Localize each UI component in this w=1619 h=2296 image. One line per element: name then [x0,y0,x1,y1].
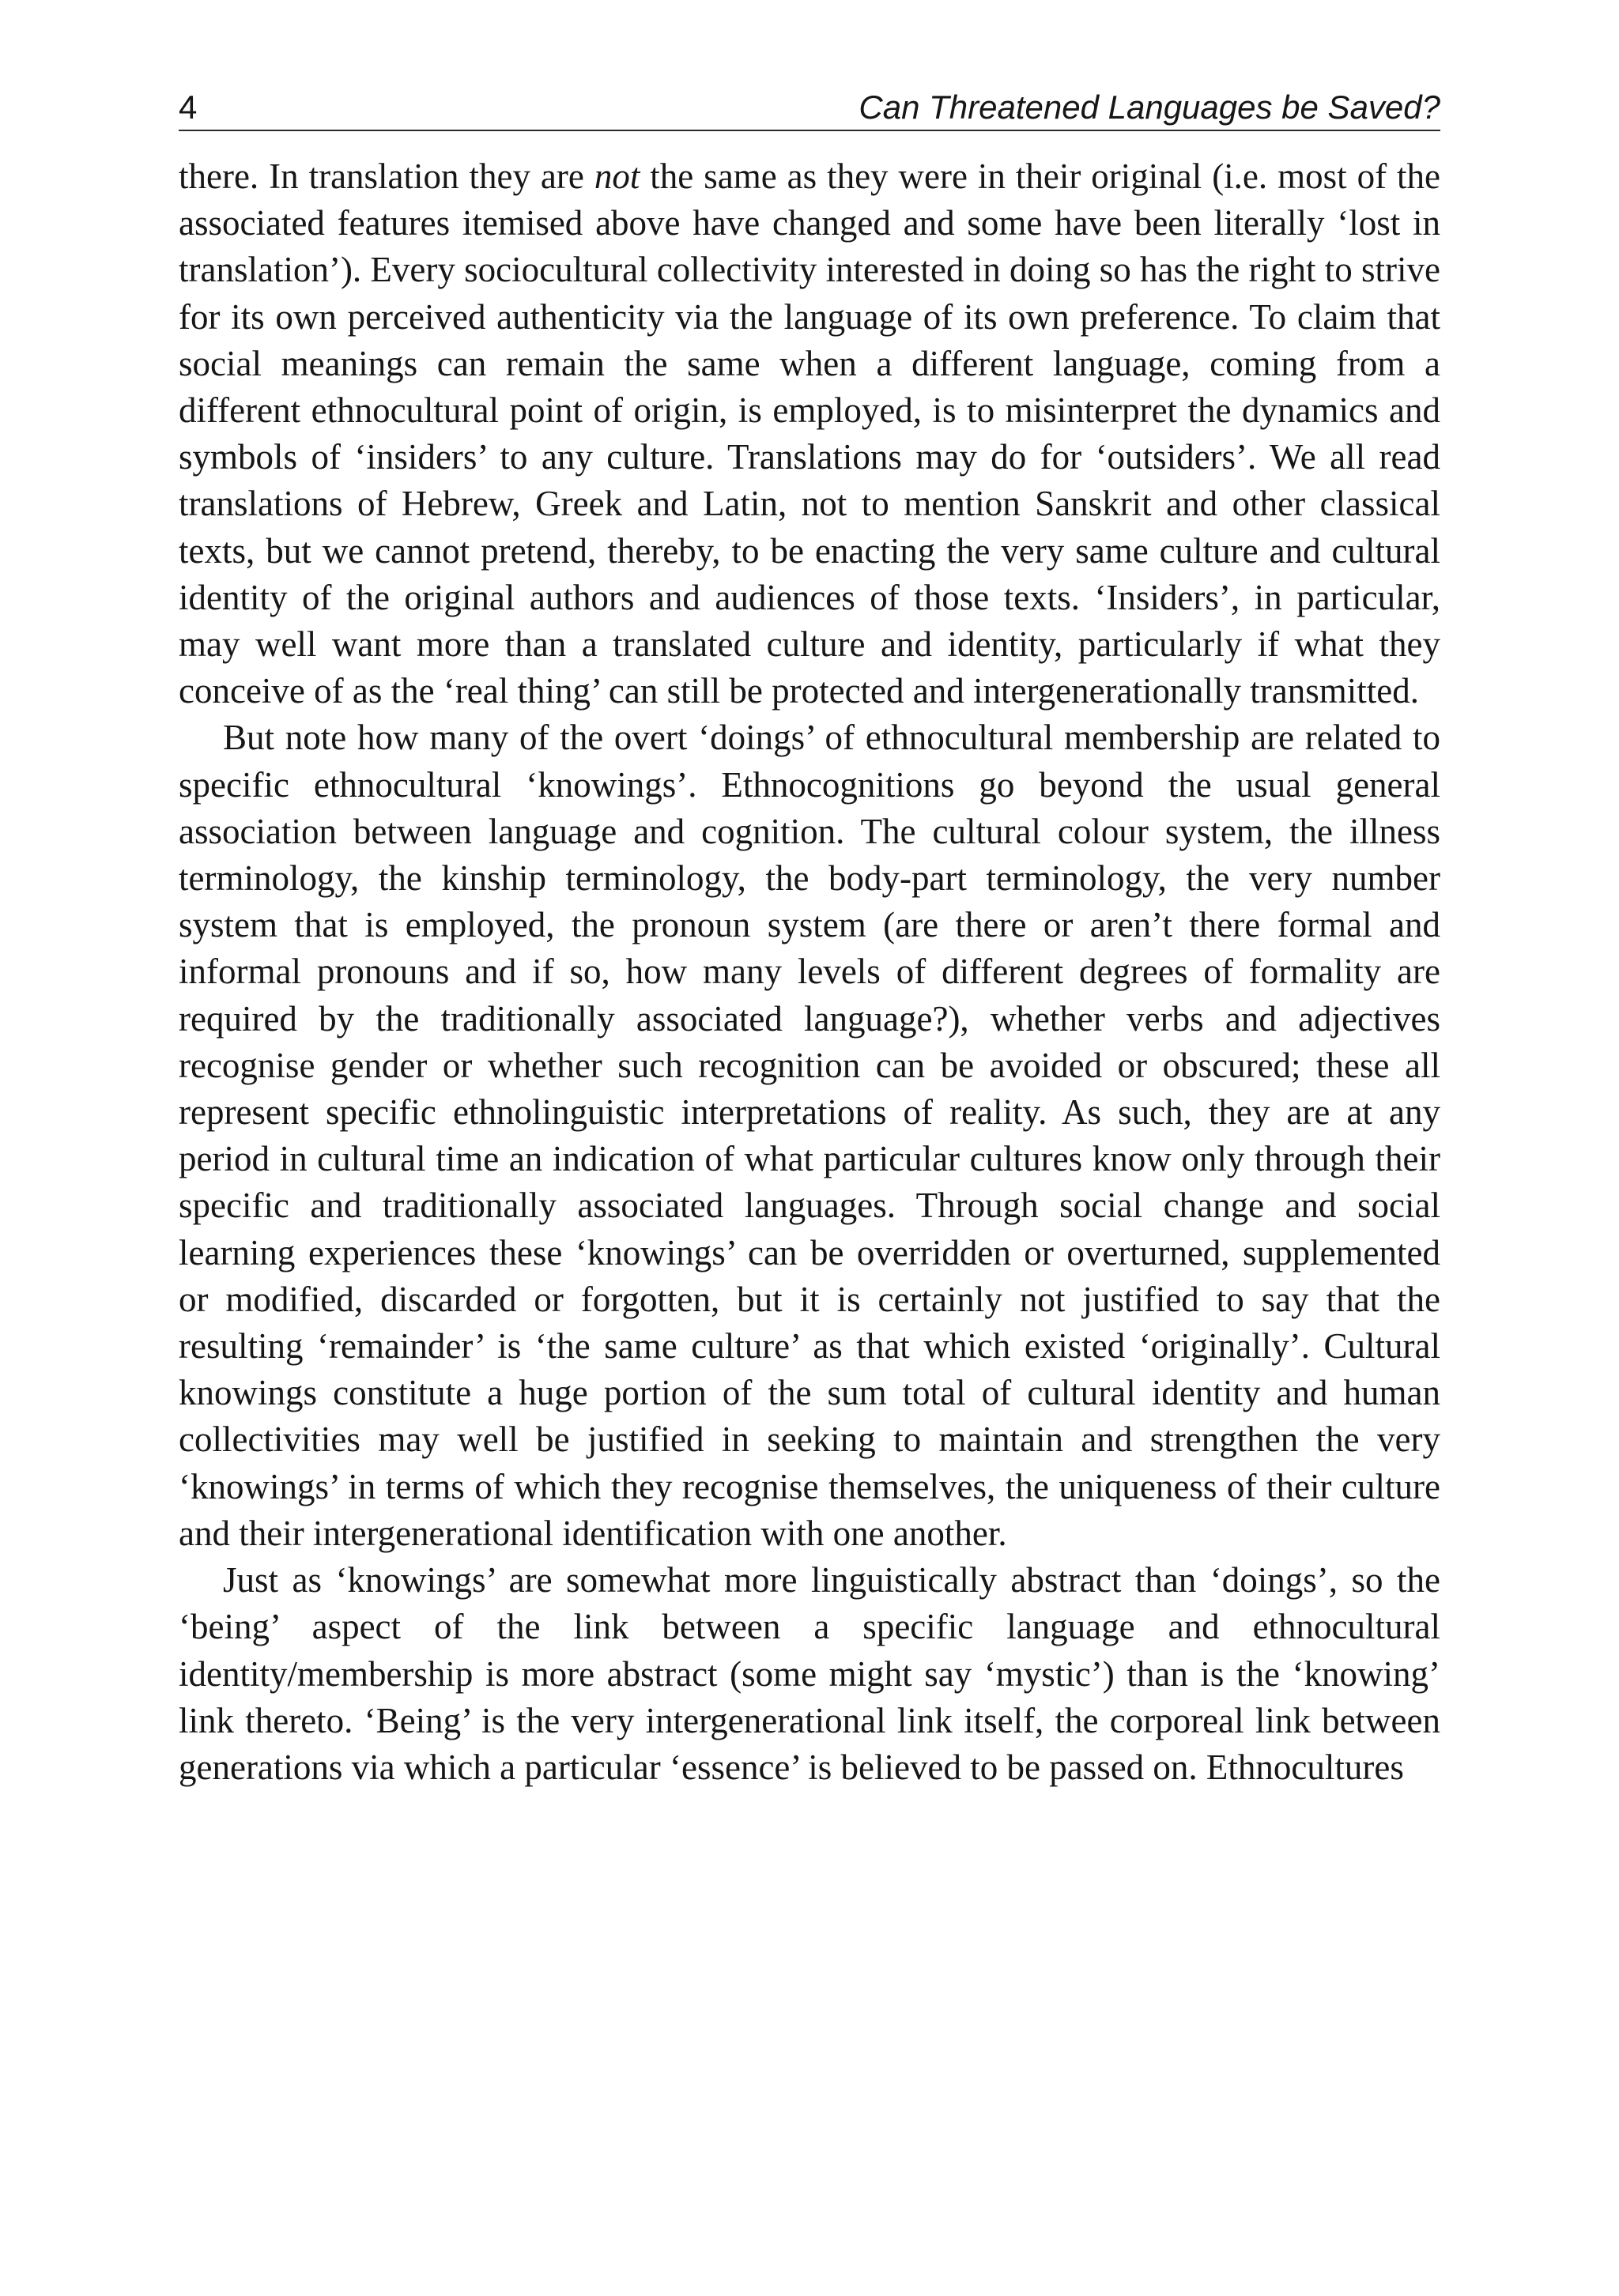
paragraph-1-text-start: there. In translation they are [179,156,594,196]
body-text [179,153,1440,1791]
paragraph-3: Just as ‘knowings’ are somewhat more linguistically abstract than ‘doings’, so the ‘being’ aspect of the link between a specific language and ethnocultural identity/membership is more abstract (some might say ‘mystic’) than is the ‘knowing’ link thereto. ‘Being’ is the very intergenerational link itself, the corporeal link between generations via which a particular ‘essence’ is believed to be passed on. Ethnocultures [179,1560,1440,1787]
paragraph-2: But note how many of the overt ‘doings’ of ethnocultural membership are related to specific ethnocultural ‘knowings’. Ethnocognitions go beyond the usual general association between language and cognition. The cultural colour system, the illness terminology, the kinship terminology, the body-part terminology, the very number system that is employed, the pronoun system (are there or aren’t there formal and informal pronouns and if so, how many levels of different degrees of formality are required by the traditionally associated language?), whether verbs and adjectives recognise gender or whether such recognition can be avoided or obscured; these all represent specific ethnolinguistic interpretations of reality. As such, they are at any period in cultural time an indication of what particular cultures know only through their specific and traditionally associated languages. Through social change and social learning experiences these ‘knowings’ can be overridden or overturned, supplemented or modified, discarded or forgotten, but it is certainly not justified to say that the resulting ‘remainder’ is ‘the same culture’ as that which existed ‘originally’. Cultural knowings constitute a huge portion of the sum total of cultural identity and human collectivities may well be justified in seeking to maintain and strengthen the very ‘knowings’ in terms of which they recognise themselves, the uniqueness of their culture and their intergenerational identification with one another. [179,718,1440,1553]
paragraph-1 [179,153,1440,714]
book-page [179,85,1440,1791]
paragraph-1-text-end: the same as they were in their original (i.e. most of the associated features itemised above have changed and some have been literally ‘lost in translation’). Every sociocultural collectivity interested in doing so has the right to strive for its own perceived authenticity via the language of its own preference. To claim that social meanings can remain the same when a different language, coming from a different ethnocultural point of origin, is employed, is to misinterpret the dynamics and symbols of ‘insiders’ to any culture. Translations may do for ‘outsiders’. We all read translations of Hebrew, Greek and Latin, not to mention Sanskrit and other classical texts, but we cannot pretend, thereby, to be enacting the very same culture and cultural identity of the original authors and audiences of those texts. ‘Insiders’, in particular, may well want more than a translated culture and identity, particularly if what they conceive of as the ‘real thing’ can still be protected and intergenerationally transmitted. [179,156,1440,711]
running-title: Can Threatened Languages be Saved? [859,89,1440,126]
running-head [179,85,1440,131]
paragraph-1-emphasis: not [594,156,640,196]
page-number: 4 [179,89,198,126]
